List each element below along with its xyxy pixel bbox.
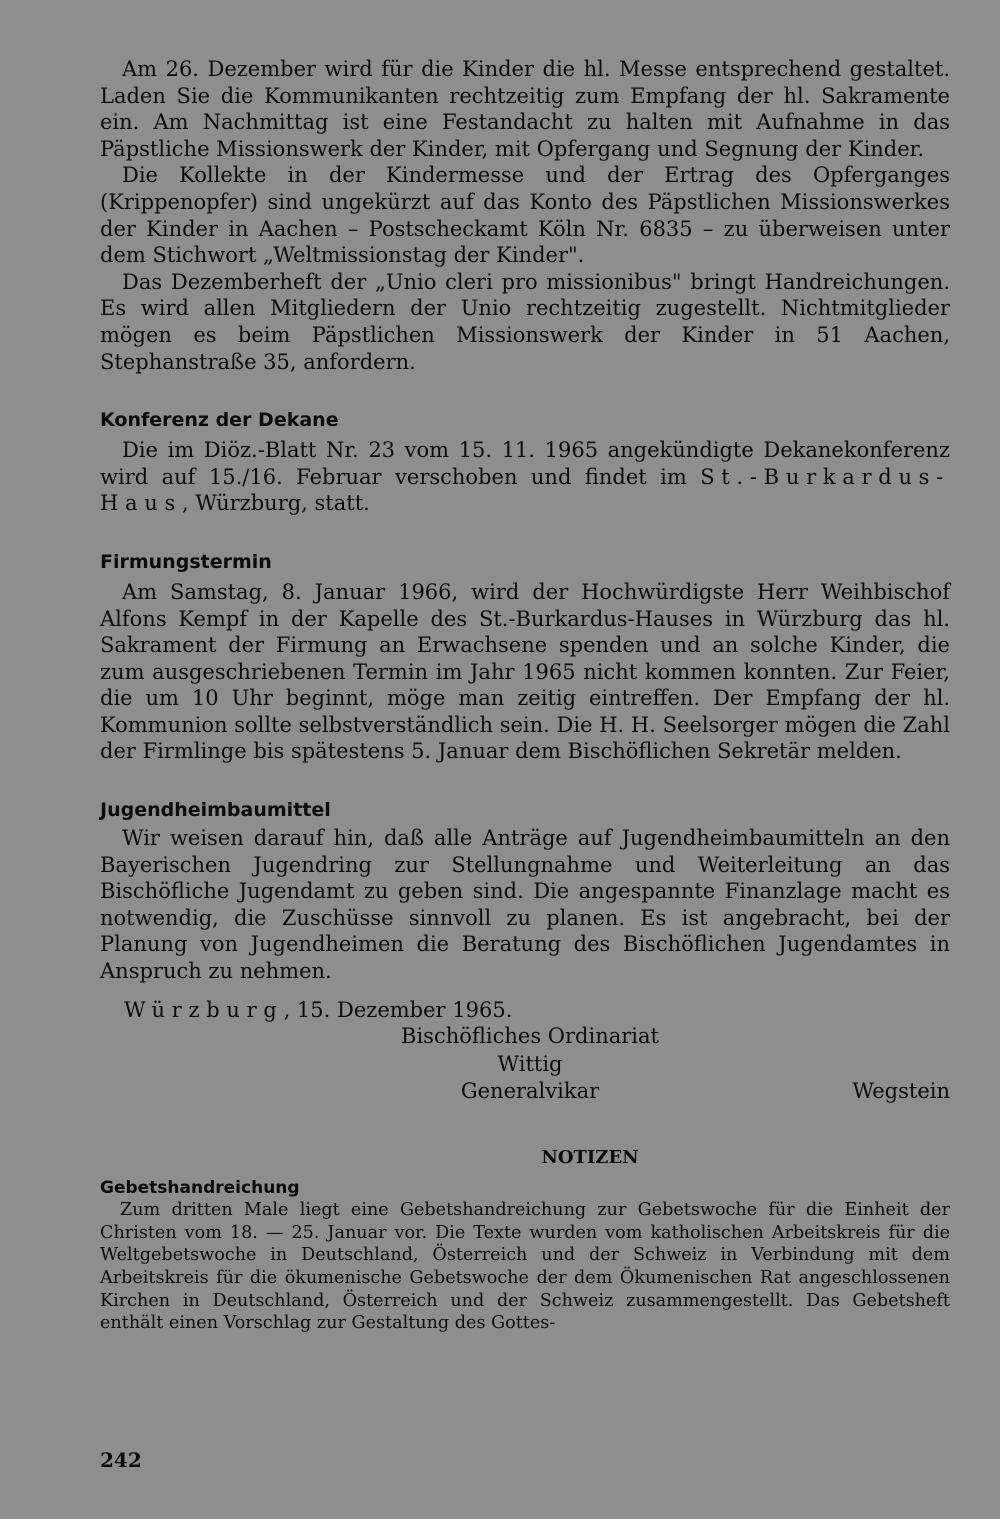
document-page bbox=[100, 56, 950, 1335]
firmung-paragraph: Am Samstag, 8. Januar 1966, wird der Hochwürdigste Herr Weihbischof Alfons Kempf in der Kapelle des St.-Burkardus-Hauses in Würzburg das hl. Sakrament der Firmung an Erwachsene spenden und an solche Kinder, die zum ausgeschriebenen Termin im Jahr 1965 nicht kommen konnten. Zur Feier, die um 10 Uhr beginnt, möge man zeitig eintreffen. Der Empfang der hl. Kommunion sollte selbstverständlich sein. Die H. H. Seelsorger mögen die Zahl der Firmlinge bis spätestens 5. Januar dem Bischöflichen Sekretär melden. bbox=[100, 579, 950, 764]
signature-second-name: Wegstein bbox=[852, 1079, 950, 1104]
intro-paragraph-2: Die Kollekte in der Kindermesse und der Ertrag des Opferganges (Krippenopfer) sind ungekürzt auf das Konto des Päpstlichen Missionswerkes der Kinder in Aachen – Postscheckamt Köln Nr. 6835 – zu überweisen unter dem Stichwort „Weltmissionstag der Kinder". bbox=[100, 163, 950, 268]
konferenz-text-after: , Würzburg, statt. bbox=[182, 491, 370, 516]
page-number: 242 bbox=[100, 1448, 142, 1472]
section-spacer bbox=[100, 517, 950, 549]
signature-block bbox=[100, 1023, 950, 1107]
signature-role: Generalvikar bbox=[460, 1079, 600, 1104]
jugend-heading: Jugendheimbaumittel bbox=[100, 799, 331, 822]
signature-center bbox=[395, 1023, 665, 1106]
dateline bbox=[100, 997, 950, 1024]
signature-org: Bischöfliches Ordinariat bbox=[401, 1024, 659, 1049]
section-spacer bbox=[100, 375, 950, 407]
notizen-title: NOTIZEN bbox=[541, 1147, 639, 1169]
signature-name: Wittig bbox=[497, 1051, 563, 1076]
intro-paragraph-3: Das Dezemberheft der „Unio cleri pro missionibus" bringt Handreichungen. Es wird allen Mitgliedern der Unio rechtzeitig zugestellt. Nichtmitglieder mögen es beim Päpstlichen Missionswerk der Kinder in 51 Aachen, Stephanstraße 35, anfordern. bbox=[100, 269, 950, 374]
intro-paragraph-1: Am 26. Dezember wird für die Kinder die hl. Messe entsprechend gestaltet. Laden Sie die Kommunikanten rechtzeitig zum Empfang der hl. Sakramente ein. Am Nachmittag ist eine Festandacht zu halten mit Aufnahme in das Päpstliche Missionswerk der Kinder, mit Opfergang und Segnung der Kinder. bbox=[100, 57, 950, 161]
firmung-heading: Firmungstermin bbox=[100, 550, 272, 573]
intro-section bbox=[100, 56, 950, 375]
dateline-city: Würzburg bbox=[124, 997, 284, 1022]
dateline-date: , 15. Dezember 1965. bbox=[283, 997, 513, 1022]
firmung-section bbox=[100, 549, 950, 765]
konferenz-section bbox=[100, 407, 950, 517]
gebet-heading: Gebetshandreichung bbox=[100, 1178, 300, 1199]
gebet-section bbox=[100, 1177, 950, 1335]
jugend-paragraph: Wir weisen darauf hin, daß alle Anträge auf Jugendheimbaumitteln an den Bayerischen Jugendring zur Stellungnahme und Weiterleitung an das Bischöfliche Jugendamt zu geben sind. Die angespannte Finanzlage macht es notwendig, die Zuschüsse sinnvoll zu planen. Es ist angebracht, bei der Planung von Jugendheimen die Beratung des Bischöflichen Jugendamtes in Anspruch zu nehmen. bbox=[100, 826, 950, 984]
jugend-section bbox=[100, 797, 950, 985]
section-spacer bbox=[100, 765, 950, 797]
konferenz-place: St.-Burkardus-Haus bbox=[100, 464, 950, 516]
konferenz-text-before: Die im Diöz.-Blatt Nr. 23 vom 15. 11. 1965 angekündigte Dekanekonferenz wird auf 15./16. Februar verschoben und findet im bbox=[100, 438, 950, 489]
konferenz-heading: Konferenz der Dekane bbox=[100, 409, 339, 432]
konferenz-paragraph bbox=[100, 437, 950, 517]
gebet-paragraph: Zum dritten Male liegt eine Gebetshandreichung zur Gebetswoche für die Einheit der Christen vom 18. — 25. Januar vor. Die Texte wurden vom katholischen Arbeitskreis für die Weltgebetswoche in Deutschland, Österreich und der Schweiz in Verbindung mit dem Arbeitskreis für die ökumenische Gebetswoche der dem Ökumenischen Rat angeschlossenen Kirchen in Deutschland, Österreich und der Schweiz zusammengestellt. Das Gebetsheft enthält einen Vorschlag zur Gestaltung des Gottes- bbox=[100, 1200, 950, 1334]
